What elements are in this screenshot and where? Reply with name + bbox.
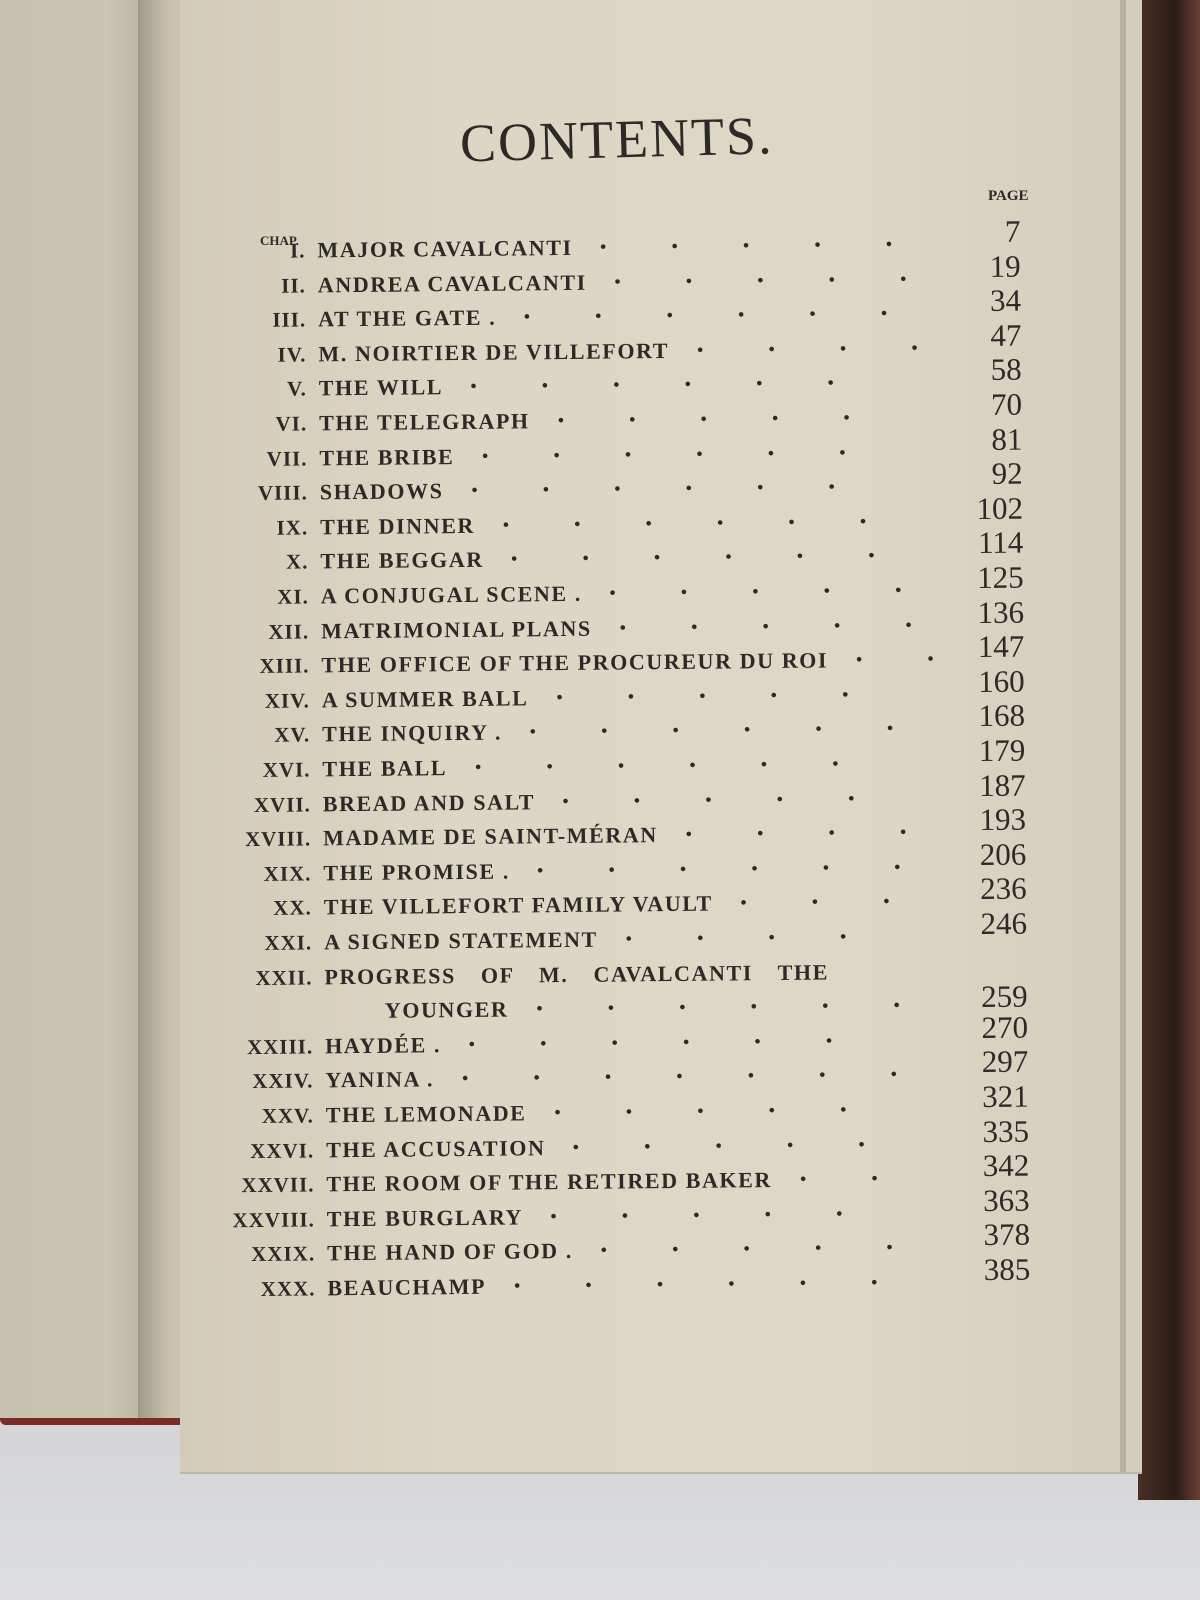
chapter-title: THE OFFICE OF THE PROCUREUR DU ROI xyxy=(321,647,829,678)
page-number: 385 xyxy=(983,1251,1031,1288)
chapter-title: THE HAND OF GOD . xyxy=(327,1238,574,1266)
chapter-number: IX. xyxy=(276,515,309,540)
page-number: 160 xyxy=(977,663,1025,699)
leader-dots: •••••• xyxy=(469,476,899,501)
leader-dots: ••••• xyxy=(556,407,914,431)
chapter-title: HAYDÉE . xyxy=(325,1032,442,1059)
chapter-title: THE BEGGAR xyxy=(320,547,484,574)
chapter-number: X. xyxy=(285,549,309,575)
leader-dots: •• xyxy=(798,1168,942,1189)
chapter-title: BREAD AND SALT xyxy=(322,788,536,816)
chapter-title: BEAUCHAMP xyxy=(327,1273,487,1301)
page-number: 81 xyxy=(991,421,1023,457)
page-number: 147 xyxy=(977,628,1025,665)
chapter-title: M. NOIRTIER DE VILLEFORT xyxy=(318,337,670,367)
leader-dots: •••••• xyxy=(480,442,910,466)
chapter-title: THE INQUIRY . xyxy=(322,720,503,747)
left-page xyxy=(0,0,150,1418)
chapter-number: XVIII. xyxy=(244,826,312,852)
chapter-number: XXVI. xyxy=(250,1138,315,1163)
page-number: 92 xyxy=(991,455,1023,492)
chapter-number: XIII. xyxy=(259,653,310,679)
page-number: 193 xyxy=(979,801,1027,838)
page-number: 179 xyxy=(978,732,1026,769)
page-number: 47 xyxy=(990,317,1022,353)
page-number: 187 xyxy=(978,767,1026,803)
chapter-number: XXIV. xyxy=(252,1068,314,1094)
page-number: 136 xyxy=(977,594,1025,630)
toc-entry xyxy=(175,1251,1055,1301)
chapter-title: YANINA . xyxy=(325,1066,435,1093)
chapter-title: MATRIMONIAL PLANS xyxy=(321,615,592,643)
page-number: 125 xyxy=(976,559,1024,596)
page-number: 321 xyxy=(981,1078,1029,1115)
leader-dots: •••• xyxy=(624,926,910,949)
chapter-title: THE BRIBE xyxy=(319,443,455,470)
page-number: 378 xyxy=(983,1216,1031,1253)
leader-dots: •••••• xyxy=(467,1030,896,1054)
chapter-title: THE ROOM OF THE RETIRED BAKER xyxy=(326,1167,773,1197)
leader-dots: •••••• xyxy=(528,718,957,742)
chapter-title-continued: YOUNGER xyxy=(384,996,509,1023)
leader-dots: •••••• xyxy=(522,303,951,327)
leader-dots: ••••• xyxy=(618,614,976,638)
leader-dots: •••••• xyxy=(535,856,965,881)
chapter-title: AT THE GATE . xyxy=(318,304,497,332)
chapter-number: II. xyxy=(281,273,306,298)
page-number: 19 xyxy=(989,248,1021,284)
chapter-title: ANDREA CAVALCANTI xyxy=(317,269,587,297)
leader-dots: ••••• xyxy=(560,788,919,811)
leader-dots: ••••• xyxy=(598,234,956,257)
leader-dots: •••••• xyxy=(534,995,964,1019)
chapter-title: THE WILL xyxy=(318,374,444,401)
table-of-contents xyxy=(165,214,1056,1352)
chapter-title: THE DINNER xyxy=(320,512,476,540)
chapter-number: XIX. xyxy=(263,861,312,886)
page-number: 363 xyxy=(982,1182,1030,1218)
chapter-title: MADAME DE SAINT-MÉRAN xyxy=(323,822,658,851)
chapter-number: V. xyxy=(286,376,307,402)
chapter-number: VII. xyxy=(266,446,308,471)
page-number: 236 xyxy=(979,870,1027,907)
leader-dots: •••••• xyxy=(468,373,898,397)
chapter-title: THE ACCUSATION xyxy=(326,1134,546,1162)
chapter-title: THE VILLEFORT FAMILY VAULT xyxy=(323,890,713,920)
chapter-number: VI. xyxy=(275,411,308,436)
page-number: 102 xyxy=(976,490,1024,526)
leader-dots: •••••• xyxy=(501,511,930,535)
leader-dots: •• xyxy=(854,649,998,670)
page-number: 246 xyxy=(980,905,1028,942)
leader-dots: •••••• xyxy=(473,753,903,777)
page-number: 34 xyxy=(989,282,1022,319)
leader-dots: •••• xyxy=(684,822,970,845)
leader-dots: •••••• xyxy=(512,1272,942,1296)
chapter-title: THE BURGLARY xyxy=(326,1204,524,1232)
chapter-title: SHADOWS xyxy=(319,478,444,505)
chapter-number: XI. xyxy=(277,584,309,609)
chapter-number: IV. xyxy=(277,342,307,367)
chapter-number: XIV. xyxy=(264,688,310,713)
leader-dots: ••• xyxy=(738,891,954,913)
page-edge xyxy=(1120,0,1126,1472)
page-number: 168 xyxy=(978,697,1026,734)
leader-dots: ••••• xyxy=(552,1099,911,1123)
chapter-number: XXII. xyxy=(255,965,313,990)
chapter-number: XV. xyxy=(274,722,311,748)
chapter-title: THE BALL xyxy=(322,755,448,782)
chapter-number: XVII. xyxy=(253,792,311,817)
chapter-number: XXV. xyxy=(261,1103,314,1128)
chapter-number: XXVIII. xyxy=(232,1207,315,1233)
leader-dots: ••••••• xyxy=(460,1064,961,1089)
chapter-number: VIII. xyxy=(257,480,308,506)
leader-dots: •••••• xyxy=(509,545,939,569)
page-number: 7 xyxy=(1004,213,1021,249)
chapter-title: THE LEMONADE xyxy=(325,1100,527,1128)
page-number: 206 xyxy=(979,836,1027,872)
chapter-number: XXVII. xyxy=(241,1172,315,1198)
chapter-title: PROGRESS OF M. CAVALCANTI THE xyxy=(324,959,830,989)
page-title: CONTENTS. xyxy=(459,105,775,174)
chapter-number: XVI. xyxy=(262,757,311,782)
chapter-number: XXX. xyxy=(260,1276,316,1301)
leader-dots: ••••• xyxy=(599,1237,957,1261)
page-number: 335 xyxy=(982,1113,1030,1149)
leader-dots: •••• xyxy=(695,337,982,360)
leader-dots: ••••• xyxy=(548,1203,907,1226)
chapter-number: XX. xyxy=(273,895,312,921)
chapter-title: THE PROMISE . xyxy=(323,858,511,886)
page-number: 297 xyxy=(981,1043,1029,1080)
chap-column-label: CHAP. xyxy=(260,233,299,248)
chapter-title: THE TELEGRAPH xyxy=(319,408,530,436)
chapter-number: I. xyxy=(289,238,306,263)
leader-dots: ••••• xyxy=(554,684,913,707)
chapter-number: XXIX. xyxy=(251,1241,316,1267)
toc-entry xyxy=(172,941,1052,1023)
leader-dots: ••••• xyxy=(571,1134,929,1157)
leader-dots: ••••• xyxy=(612,268,971,292)
book-cover-edge xyxy=(1138,0,1200,1500)
leader-dots: ••••• xyxy=(607,580,966,603)
page-number: 114 xyxy=(977,524,1024,561)
page-number: 58 xyxy=(990,351,1022,388)
chapter-title: A CONJUGAL SCENE . xyxy=(320,580,582,609)
chapter-number: III. xyxy=(272,307,307,332)
chapter-title: A SIGNED STATEMENT xyxy=(324,926,598,955)
chapter-number: XII. xyxy=(268,619,310,644)
page-number: 70 xyxy=(990,386,1023,422)
page-number: 270 xyxy=(981,1009,1029,1045)
page-column-label: PAGE xyxy=(988,188,1029,204)
page-number: 342 xyxy=(982,1147,1030,1184)
chapter-number: XXIII. xyxy=(246,1034,314,1059)
chapter-title: A SUMMER BALL xyxy=(321,685,529,713)
page-number: 259 xyxy=(981,978,1028,1015)
chapter-title: MAJOR CAVALCANTI xyxy=(317,234,573,263)
chapter-number: XXI. xyxy=(264,930,313,955)
